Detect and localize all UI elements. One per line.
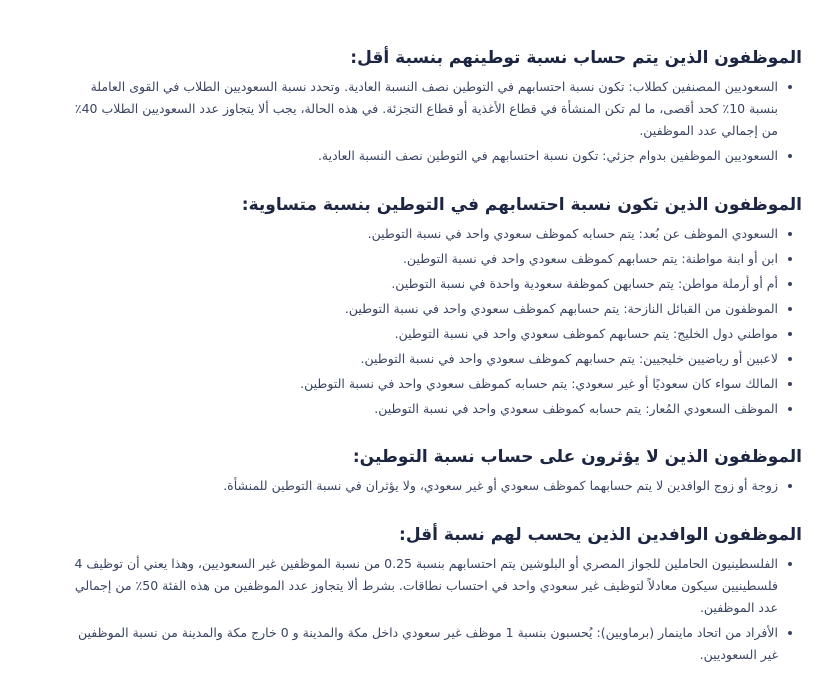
bullet-list <box>70 76 802 167</box>
list-item: الأفراد من اتحاد ماينمار (برماويين): يُحسبون بنسبة 1 موظف غير سعودي داخل مكة والمدينة و 0 خارج مكة والمدينة من نسبة الموظفين غير السعوديين. <box>70 622 792 666</box>
list-item: الموظفون من القبائل النازحة: يتم حسابهم كموظف سعودي واحد في نسبة التوطين. <box>70 298 792 320</box>
section-lower-ratio-saudis <box>70 46 802 167</box>
list-item: أم أو أرملة مواطن: يتم حسابهن كموظفة سعودية واحدة في نسبة التوطين. <box>70 273 792 295</box>
section-heading: الموظفون الذين تكون نسبة احتسابهم في التوطين بنسبة متساوية: <box>241 195 802 215</box>
section-heading: الموظفون الذين يتم حساب نسبة توطينهم بنسبة أقل: <box>350 48 802 68</box>
list-item: ابن أو ابنة مواطنة: يتم حسابهم كموظف سعودي واحد في نسبة التوطين. <box>70 248 792 270</box>
bullet-list <box>70 223 802 420</box>
bullet-list <box>70 475 802 497</box>
list-item: السعوديين الموظفين بدوام جزئي: تكون نسبة احتسابهم في التوطين نصف النسبة العادية. <box>70 145 792 167</box>
list-item: السعوديين المصنفين كطلاب: تكون نسبة احتسابهم في التوطين نصف النسبة العادية. وتحدد نسبة السعوديين الطلاب في القوى العاملة بنسبة 10٪ كحد أقصى، ما لم تكن المنشأة في قطاع الأغذية أو قطاع التجزئة. في هذه الحالة، يجب ألا يتجاوز عدد السعوديين الطلاب 40٪ من إجمالي عدد الموظفين. <box>70 76 792 142</box>
bullet-list <box>70 553 802 666</box>
section-equal-ratio <box>70 193 802 420</box>
list-item: زوجة أو زوج الوافدين لا يتم حسابهما كموظف سعودي أو غير سعودي، ولا يؤثران في نسبة التوطين للمنشأة. <box>70 475 792 497</box>
list-item: الموظف السعودي المُعار: يتم حسابه كموظف سعودي واحد في نسبة التوطين. <box>70 398 792 420</box>
section-heading: الموظفون الذين لا يؤثرون على حساب نسبة التوطين: <box>352 447 802 467</box>
list-item: الفلسطينيون الحاملين للجواز المصري أو البلوشين يتم احتسابهم بنسبة 0.25 من نسبة الموظفين غير السعوديين، وهذا يعني أن توظيف 4 فلسطينيين سيكون معادلاً لتوظيف غير سعودي واحد في احتساب نطاقات. بشرط ألا يتجاوز عدد الموظفين من هذه الفئة 50٪ من إجمالي عدد الموظفين. <box>70 553 792 619</box>
list-item: مواطني دول الخليج: يتم حسابهم كموظف سعودي واحد في نسبة التوطين. <box>70 323 792 345</box>
list-item: المالك سواء كان سعوديًا أو غير سعودي: يتم حسابه كموظف سعودي واحد في نسبة التوطين. <box>70 373 792 395</box>
section-lower-ratio-expats <box>70 523 802 666</box>
section-no-effect <box>70 445 802 497</box>
list-item: لاعبين أو رياضيين خليجيين: يتم حسابهم كموظف سعودي واحد في نسبة التوطين. <box>70 348 792 370</box>
list-item: السعودي الموظف عن بُعد: يتم حسابه كموظف سعودي واحد في نسبة التوطين. <box>70 223 792 245</box>
section-heading: الموظفون الوافدين الذين يحسب لهم نسبة أقل: <box>399 525 802 545</box>
